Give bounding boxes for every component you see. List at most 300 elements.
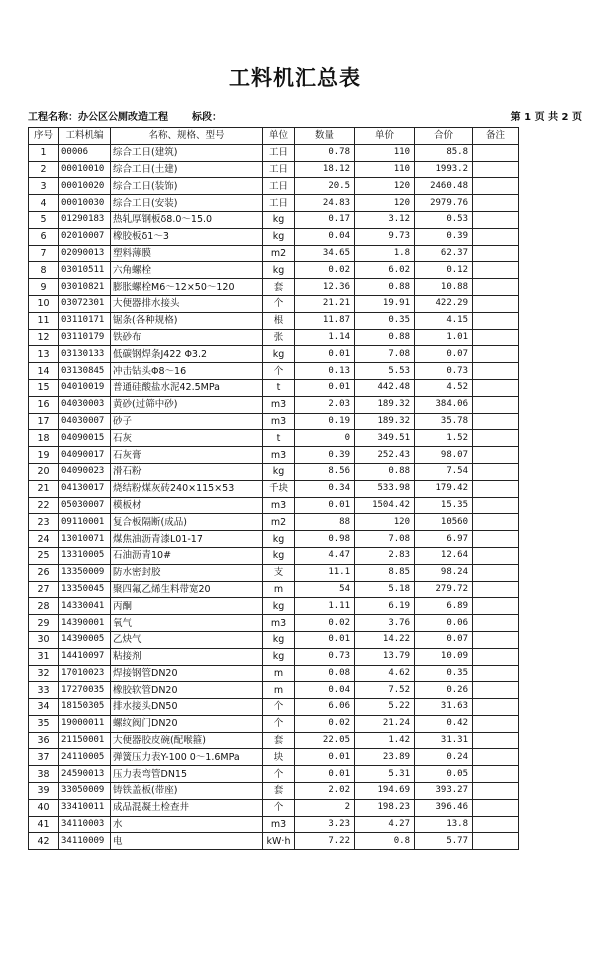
- cell-col-quantity: 0: [295, 430, 355, 447]
- cell-col-remarks: [473, 531, 519, 548]
- cell-col-unit-price: 23.89: [355, 749, 415, 766]
- cell-col-remarks: [473, 161, 519, 178]
- cell-col-unit-price: 120: [355, 514, 415, 531]
- cell-col-name: 铸铁盖板(带座): [111, 783, 263, 800]
- cell-col-quantity: 0.01: [295, 766, 355, 783]
- cell-col-index: 7: [29, 245, 59, 262]
- cell-col-unit-price: 7.08: [355, 531, 415, 548]
- cell-col-total: 279.72: [415, 581, 473, 598]
- cell-col-total: 31.31: [415, 732, 473, 749]
- cell-col-quantity: 1.11: [295, 598, 355, 615]
- table-row: [29, 329, 519, 346]
- cell-col-code: 04090023: [59, 463, 111, 480]
- cell-col-unit: 个: [263, 699, 295, 716]
- cell-col-quantity: 0.08: [295, 665, 355, 682]
- cell-col-remarks: [473, 144, 519, 161]
- table-row: [29, 379, 519, 396]
- cell-col-name: 聚四氟乙烯生料带宽20: [111, 581, 263, 598]
- cell-col-name: 膨胀螺栓M6～12×50～120: [111, 279, 263, 296]
- cell-col-total: 0.26: [415, 682, 473, 699]
- cell-col-total: 2460.48: [415, 178, 473, 195]
- header-col-quantity: 数量: [295, 128, 355, 145]
- cell-col-remarks: [473, 783, 519, 800]
- cell-col-code: 34110009: [59, 833, 111, 850]
- cell-col-unit: 套: [263, 732, 295, 749]
- cell-col-index: 40: [29, 799, 59, 816]
- header-col-total: 合价: [415, 128, 473, 145]
- cell-col-index: 25: [29, 547, 59, 564]
- cell-col-name: 弹簧压力表Y-100 0～1.6MPa: [111, 749, 263, 766]
- cell-col-quantity: 18.12: [295, 161, 355, 178]
- cell-col-code: 03130845: [59, 363, 111, 380]
- cell-col-index: 23: [29, 514, 59, 531]
- cell-col-code: 14330041: [59, 598, 111, 615]
- cell-col-name: 大便器排水接头: [111, 295, 263, 312]
- cell-col-code: 33410011: [59, 799, 111, 816]
- cell-col-unit-price: 349.51: [355, 430, 415, 447]
- cell-col-total: 0.39: [415, 228, 473, 245]
- cell-col-unit: 工日: [263, 144, 295, 161]
- cell-col-quantity: 0.34: [295, 480, 355, 497]
- cell-col-index: 29: [29, 615, 59, 632]
- cell-col-unit-price: 19.91: [355, 295, 415, 312]
- cell-col-quantity: 11.1: [295, 564, 355, 581]
- cell-col-index: 12: [29, 329, 59, 346]
- cell-col-unit-price: 13.79: [355, 648, 415, 665]
- table-row: [29, 598, 519, 615]
- cell-col-unit-price: 4.27: [355, 816, 415, 833]
- cell-col-quantity: 0.01: [295, 631, 355, 648]
- table-row: [29, 665, 519, 682]
- cell-col-code: 13010071: [59, 531, 111, 548]
- cell-col-total: 2979.76: [415, 195, 473, 212]
- cell-col-name: 乙炔气: [111, 631, 263, 648]
- cell-col-name: 橡胶软管DN20: [111, 682, 263, 699]
- cell-col-unit: 套: [263, 783, 295, 800]
- cell-col-unit-price: 110: [355, 144, 415, 161]
- table-row: [29, 732, 519, 749]
- cell-col-name: 石灰膏: [111, 447, 263, 464]
- cell-col-code: 14390001: [59, 615, 111, 632]
- cell-col-unit-price: 533.98: [355, 480, 415, 497]
- cell-col-unit-price: 8.85: [355, 564, 415, 581]
- table-row: [29, 228, 519, 245]
- cell-col-remarks: [473, 363, 519, 380]
- header-col-remarks: 备注: [473, 128, 519, 145]
- cell-col-unit: m: [263, 682, 295, 699]
- cell-col-code: 24590013: [59, 766, 111, 783]
- cell-col-name: 铁砂布: [111, 329, 263, 346]
- table-row: [29, 816, 519, 833]
- table-row: [29, 211, 519, 228]
- cell-col-total: 4.52: [415, 379, 473, 396]
- cell-col-code: 21150001: [59, 732, 111, 749]
- cell-col-unit-price: 0.88: [355, 329, 415, 346]
- cell-col-quantity: 22.05: [295, 732, 355, 749]
- cell-col-unit: 根: [263, 312, 295, 329]
- cell-col-quantity: 0.04: [295, 682, 355, 699]
- cell-col-remarks: [473, 766, 519, 783]
- cell-col-total: 0.05: [415, 766, 473, 783]
- cell-col-unit: 工日: [263, 178, 295, 195]
- cell-col-code: 04090015: [59, 430, 111, 447]
- cell-col-unit-price: 252.43: [355, 447, 415, 464]
- cell-col-total: 98.07: [415, 447, 473, 464]
- cell-col-quantity: 1.14: [295, 329, 355, 346]
- cell-col-quantity: 0.04: [295, 228, 355, 245]
- cell-col-unit-price: 189.32: [355, 396, 415, 413]
- cell-col-code: 03110179: [59, 329, 111, 346]
- cell-col-name: 石油沥青10#: [111, 547, 263, 564]
- cell-col-unit: kg: [263, 531, 295, 548]
- table-row: [29, 312, 519, 329]
- cell-col-remarks: [473, 732, 519, 749]
- cell-col-remarks: [473, 379, 519, 396]
- cell-col-total: 0.06: [415, 615, 473, 632]
- cell-col-name: 砂子: [111, 413, 263, 430]
- cell-col-remarks: [473, 312, 519, 329]
- cell-col-name: 六角螺栓: [111, 262, 263, 279]
- cell-col-name: 螺纹阀门DN20: [111, 715, 263, 732]
- cell-col-name: 模板材: [111, 497, 263, 514]
- cell-col-unit-price: 5.31: [355, 766, 415, 783]
- cell-col-name: 复合板隔断(成品): [111, 514, 263, 531]
- header-col-unit: 单位: [263, 128, 295, 145]
- cell-col-unit: 套: [263, 279, 295, 296]
- cell-col-name: 黄砂(过筛中砂): [111, 396, 263, 413]
- cell-col-index: 19: [29, 447, 59, 464]
- table-row: [29, 531, 519, 548]
- cell-col-unit: t: [263, 379, 295, 396]
- cell-col-remarks: [473, 547, 519, 564]
- table-row: [29, 766, 519, 783]
- table-row: [29, 430, 519, 447]
- cell-col-code: 04090017: [59, 447, 111, 464]
- cell-col-quantity: 2.02: [295, 783, 355, 800]
- cell-col-index: 27: [29, 581, 59, 598]
- cell-col-total: 10.88: [415, 279, 473, 296]
- cell-col-quantity: 3.23: [295, 816, 355, 833]
- table-header-row: [29, 128, 519, 145]
- cell-col-quantity: 2: [295, 799, 355, 816]
- cell-col-code: 04030007: [59, 413, 111, 430]
- cell-col-quantity: 34.65: [295, 245, 355, 262]
- table-row: [29, 447, 519, 464]
- cell-col-code: 03010511: [59, 262, 111, 279]
- cell-col-remarks: [473, 211, 519, 228]
- cell-col-total: 1.01: [415, 329, 473, 346]
- cell-col-code: 17010023: [59, 665, 111, 682]
- cell-col-index: 14: [29, 363, 59, 380]
- cell-col-index: 9: [29, 279, 59, 296]
- cell-col-code: 03110171: [59, 312, 111, 329]
- cell-col-index: 22: [29, 497, 59, 514]
- cell-col-total: 0.12: [415, 262, 473, 279]
- cell-col-index: 21: [29, 480, 59, 497]
- cell-col-name: 焊接钢管DN20: [111, 665, 263, 682]
- cell-col-code: 02010007: [59, 228, 111, 245]
- cell-col-name: 橡胶板δ1～3: [111, 228, 263, 245]
- cell-col-name: 大便器胶皮碗(配喉箍): [111, 732, 263, 749]
- header-col-unit-price: 单价: [355, 128, 415, 145]
- cell-col-unit: kg: [263, 598, 295, 615]
- table-row: [29, 581, 519, 598]
- cell-col-index: 30: [29, 631, 59, 648]
- report-title: 工料机汇总表: [229, 66, 361, 90]
- cell-col-remarks: [473, 699, 519, 716]
- cell-col-unit-price: 0.8: [355, 833, 415, 850]
- header-col-name: 名称、规格、型号: [111, 128, 263, 145]
- table-row: [29, 631, 519, 648]
- cell-col-name: 氧气: [111, 615, 263, 632]
- cell-col-name: 电: [111, 833, 263, 850]
- cell-col-index: 6: [29, 228, 59, 245]
- cell-col-total: 1993.2: [415, 161, 473, 178]
- cell-col-quantity: 0.02: [295, 615, 355, 632]
- cell-col-quantity: 0.02: [295, 715, 355, 732]
- cell-col-unit-price: 189.32: [355, 413, 415, 430]
- cell-col-remarks: [473, 682, 519, 699]
- cell-col-name: 粘接剂: [111, 648, 263, 665]
- cell-col-index: 17: [29, 413, 59, 430]
- cell-col-remarks: [473, 799, 519, 816]
- cell-col-name: 热轧厚钢板δ8.0～15.0: [111, 211, 263, 228]
- cell-col-code: 00010030: [59, 195, 111, 212]
- cell-col-unit: kg: [263, 211, 295, 228]
- table-row: [29, 480, 519, 497]
- table-row: [29, 497, 519, 514]
- cell-col-code: 13310005: [59, 547, 111, 564]
- cell-col-unit: kg: [263, 463, 295, 480]
- cell-col-unit: 个: [263, 715, 295, 732]
- cell-col-name: 水: [111, 816, 263, 833]
- cell-col-code: 03072301: [59, 295, 111, 312]
- cell-col-total: 31.63: [415, 699, 473, 716]
- cell-col-name: 成品混凝土检查井: [111, 799, 263, 816]
- cell-col-total: 1.52: [415, 430, 473, 447]
- cell-col-index: 24: [29, 531, 59, 548]
- cell-col-index: 26: [29, 564, 59, 581]
- cell-col-index: 2: [29, 161, 59, 178]
- table-row: [29, 799, 519, 816]
- cell-col-total: 7.54: [415, 463, 473, 480]
- cell-col-unit: kg: [263, 648, 295, 665]
- cell-col-remarks: [473, 598, 519, 615]
- cell-col-unit: kg: [263, 346, 295, 363]
- project-name: 工程名称：办公区公厕改造工程: [28, 112, 168, 123]
- cell-col-remarks: [473, 564, 519, 581]
- cell-col-code: 33050009: [59, 783, 111, 800]
- cell-col-unit-price: 3.12: [355, 211, 415, 228]
- cell-col-name: 石灰: [111, 430, 263, 447]
- cell-col-quantity: 0.01: [295, 749, 355, 766]
- cell-col-name: 塑料薄膜: [111, 245, 263, 262]
- cell-col-unit: m3: [263, 615, 295, 632]
- cell-col-code: 19000011: [59, 715, 111, 732]
- cell-col-index: 36: [29, 732, 59, 749]
- cell-col-unit: kg: [263, 547, 295, 564]
- cell-col-total: 0.42: [415, 715, 473, 732]
- cell-col-remarks: [473, 581, 519, 598]
- cell-col-code: 14410097: [59, 648, 111, 665]
- table-row: [29, 363, 519, 380]
- page-indicator: 第 1 页 共 2 页: [510, 112, 582, 123]
- cell-col-name: 煤焦油沥青漆L01-17: [111, 531, 263, 548]
- cell-col-quantity: 0.78: [295, 144, 355, 161]
- cell-col-code: 17270035: [59, 682, 111, 699]
- cell-col-unit: 支: [263, 564, 295, 581]
- cell-col-unit-price: 3.76: [355, 615, 415, 632]
- cell-col-unit-price: 110: [355, 161, 415, 178]
- cell-col-unit: 张: [263, 329, 295, 346]
- cell-col-quantity: 0.19: [295, 413, 355, 430]
- cell-col-total: 0.53: [415, 211, 473, 228]
- cell-col-unit-price: 1504.42: [355, 497, 415, 514]
- cell-col-remarks: [473, 279, 519, 296]
- cell-col-index: 39: [29, 783, 59, 800]
- cell-col-remarks: [473, 447, 519, 464]
- cell-col-code: 18150305: [59, 699, 111, 716]
- table-row: [29, 144, 519, 161]
- cell-col-total: 0.35: [415, 665, 473, 682]
- cell-col-name: 普通硅酸盐水泥42.5MPa: [111, 379, 263, 396]
- table-row: [29, 279, 519, 296]
- cell-col-remarks: [473, 715, 519, 732]
- cell-col-remarks: [473, 195, 519, 212]
- table-row: [29, 178, 519, 195]
- cell-col-remarks: [473, 514, 519, 531]
- cell-col-total: 0.07: [415, 631, 473, 648]
- cell-col-quantity: 88: [295, 514, 355, 531]
- cell-col-index: 33: [29, 682, 59, 699]
- cell-col-quantity: 0.01: [295, 346, 355, 363]
- cell-col-unit: 个: [263, 766, 295, 783]
- cell-col-remarks: [473, 816, 519, 833]
- cell-col-remarks: [473, 178, 519, 195]
- cell-col-code: 04130017: [59, 480, 111, 497]
- cell-col-index: 28: [29, 598, 59, 615]
- cell-col-remarks: [473, 295, 519, 312]
- cell-col-remarks: [473, 665, 519, 682]
- cell-col-unit-price: 0.35: [355, 312, 415, 329]
- cell-col-unit-price: 198.23: [355, 799, 415, 816]
- cell-col-name: 低碳钢焊条J422 Φ3.2: [111, 346, 263, 363]
- table-row: [29, 245, 519, 262]
- cell-col-total: 4.15: [415, 312, 473, 329]
- table-row: [29, 715, 519, 732]
- cell-col-name: 丙酮: [111, 598, 263, 615]
- header-col-code: 工料机编: [59, 128, 111, 145]
- cell-col-remarks: [473, 413, 519, 430]
- section-label: 标段：: [192, 112, 222, 123]
- table-row: [29, 547, 519, 564]
- table-row: [29, 682, 519, 699]
- cell-col-unit: kg: [263, 631, 295, 648]
- table-row: [29, 833, 519, 850]
- cell-col-remarks: [473, 463, 519, 480]
- cell-col-remarks: [473, 749, 519, 766]
- cell-col-quantity: 0.17: [295, 211, 355, 228]
- cell-col-quantity: 0.01: [295, 379, 355, 396]
- cell-col-unit: 个: [263, 295, 295, 312]
- cell-col-index: 41: [29, 816, 59, 833]
- cell-col-unit: 工日: [263, 161, 295, 178]
- cell-col-unit: m2: [263, 514, 295, 531]
- cell-col-index: 4: [29, 195, 59, 212]
- table-row: [29, 161, 519, 178]
- cell-col-unit-price: 120: [355, 195, 415, 212]
- cell-col-name: 综合工日(装饰): [111, 178, 263, 195]
- cell-col-total: 179.42: [415, 480, 473, 497]
- cell-col-index: 8: [29, 262, 59, 279]
- cell-col-unit-price: 9.73: [355, 228, 415, 245]
- cell-col-unit: kW·h: [263, 833, 295, 850]
- table-row: [29, 195, 519, 212]
- cell-col-index: 20: [29, 463, 59, 480]
- cell-col-remarks: [473, 329, 519, 346]
- cell-col-name: 综合工日(建筑): [111, 144, 263, 161]
- cell-col-unit-price: 0.88: [355, 463, 415, 480]
- cell-col-quantity: 4.47: [295, 547, 355, 564]
- table-row: [29, 783, 519, 800]
- cell-col-name: 锯条(各种规格): [111, 312, 263, 329]
- cell-col-unit: kg: [263, 262, 295, 279]
- cell-col-code: 14390005: [59, 631, 111, 648]
- cell-col-index: 10: [29, 295, 59, 312]
- cell-col-total: 35.78: [415, 413, 473, 430]
- table-row: [29, 295, 519, 312]
- report-info-bar: [28, 108, 582, 124]
- cell-col-index: 38: [29, 766, 59, 783]
- cell-col-unit-price: 0.88: [355, 279, 415, 296]
- table-row: [29, 346, 519, 363]
- cell-col-remarks: [473, 228, 519, 245]
- cell-col-quantity: 12.36: [295, 279, 355, 296]
- cell-col-unit: m: [263, 581, 295, 598]
- cell-col-unit: 工日: [263, 195, 295, 212]
- table-row: [29, 396, 519, 413]
- cell-col-remarks: [473, 480, 519, 497]
- cell-col-quantity: 0.39: [295, 447, 355, 464]
- cell-col-remarks: [473, 648, 519, 665]
- cell-col-name: 滑石粉: [111, 463, 263, 480]
- cell-col-name: 压力表弯管DN15: [111, 766, 263, 783]
- cell-col-index: 3: [29, 178, 59, 195]
- cell-col-index: 42: [29, 833, 59, 850]
- cell-col-quantity: 0.01: [295, 497, 355, 514]
- cell-col-name: 冲击钻头Φ8～16: [111, 363, 263, 380]
- cell-col-quantity: 6.06: [295, 699, 355, 716]
- cell-col-index: 5: [29, 211, 59, 228]
- cell-col-index: 34: [29, 699, 59, 716]
- cell-col-unit: 千块: [263, 480, 295, 497]
- cell-col-index: 15: [29, 379, 59, 396]
- table-row: [29, 262, 519, 279]
- cell-col-code: 03130133: [59, 346, 111, 363]
- cell-col-code: 05030007: [59, 497, 111, 514]
- cell-col-index: 13: [29, 346, 59, 363]
- cell-col-code: 00010020: [59, 178, 111, 195]
- cell-col-index: 16: [29, 396, 59, 413]
- cell-col-unit: m: [263, 665, 295, 682]
- cell-col-unit-price: 1.8: [355, 245, 415, 262]
- cell-col-unit-price: 21.24: [355, 715, 415, 732]
- cell-col-unit: m3: [263, 413, 295, 430]
- cell-col-index: 32: [29, 665, 59, 682]
- cell-col-total: 98.24: [415, 564, 473, 581]
- cell-col-quantity: 0.13: [295, 363, 355, 380]
- cell-col-quantity: 7.22: [295, 833, 355, 850]
